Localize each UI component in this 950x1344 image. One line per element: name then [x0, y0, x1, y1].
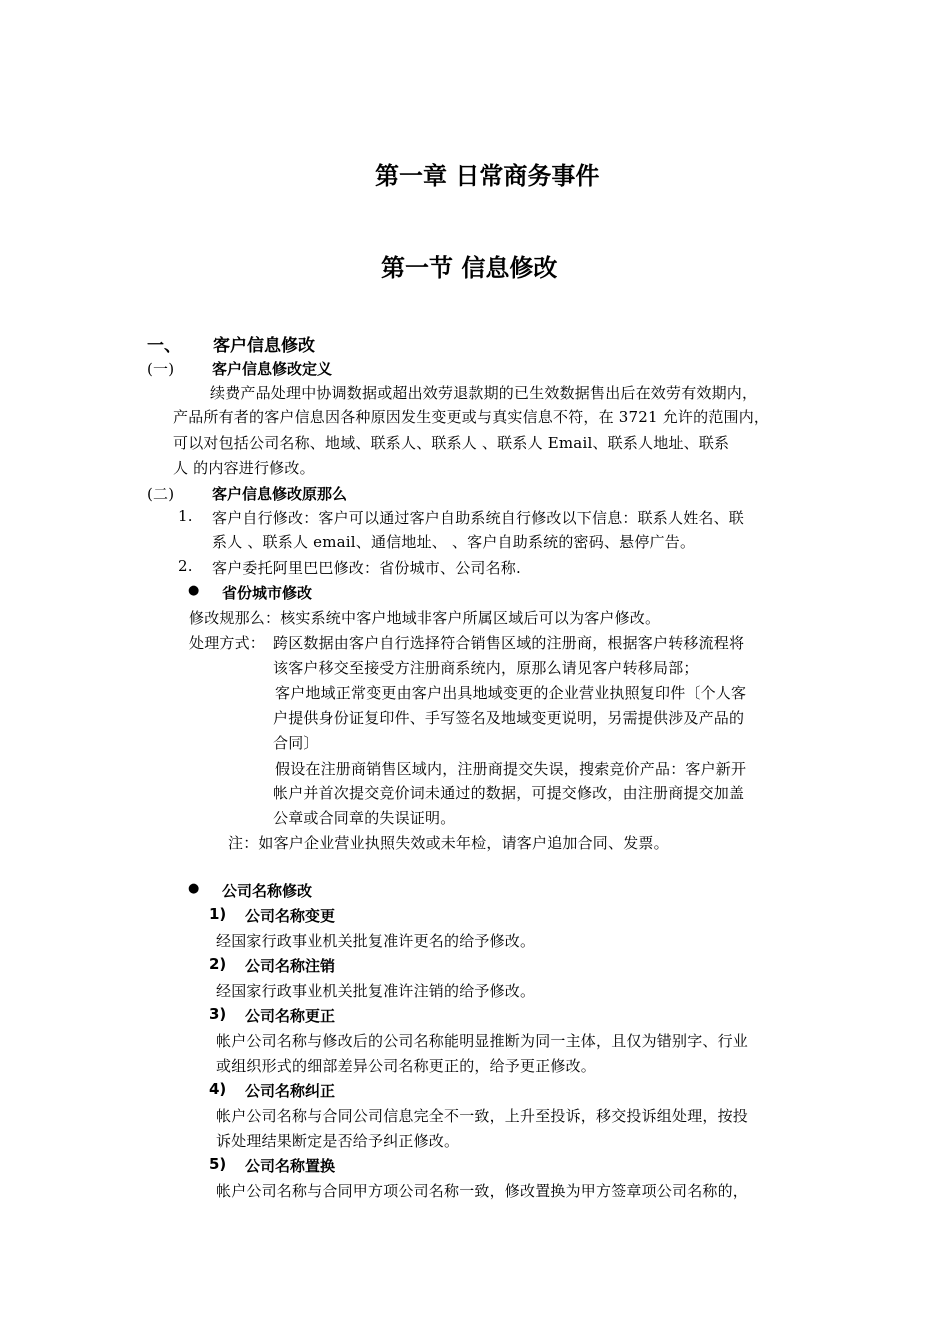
process-line: 合同〕	[273, 734, 319, 752]
item-number: 4)	[209, 1080, 227, 1098]
bullet-heading: 公司名称修改	[222, 882, 313, 900]
heading-1-number: 一、	[147, 336, 181, 356]
bullet-icon: ●	[188, 881, 200, 896]
process-line: 户提供身份证复印件、手写签名及地域变更说明，另需提供涉及产品的	[273, 709, 745, 727]
item-number: 5)	[209, 1155, 227, 1173]
process-line: 帐户并首次提交竞价词未通过的数据，可提交修改，由注册商提交加盖	[273, 784, 745, 802]
item-title: 公司名称置换	[245, 1157, 336, 1175]
item-title: 公司名称注销	[245, 957, 336, 975]
bullet-icon: ●	[188, 583, 200, 598]
heading-1-text: 客户信息修改	[213, 336, 315, 356]
item-title: 公司名称变更	[245, 907, 336, 925]
process-line: 假设在注册商销售区域内，注册商提交失误，搜索竞价产品：客户新开	[275, 760, 747, 778]
process-line: 跨区数据由客户自行选择符合销售区域的注册商，根据客户转移流程将	[273, 634, 745, 652]
bullet-heading: 省份城市修改	[222, 584, 313, 602]
subheading-2-number: (二)	[147, 485, 175, 503]
process-line: 该客户移交至接受方注册商系统内，原那么请见客户转移局部；	[273, 659, 699, 677]
process-label: 处理方式：	[189, 634, 266, 652]
list-item-number: 1.	[178, 507, 193, 525]
item-title: 公司名称更正	[245, 1007, 336, 1025]
item-number: 2)	[209, 955, 227, 973]
rule-line: 修改规那么：核实系统中客户地域非客户所属区域后可以为客户修改。	[189, 609, 661, 627]
note-line: 注：如客户企业营业执照失效或未年检，请客户追加合同、发票。	[228, 834, 669, 852]
list-item-line: 客户自行修改：客户可以通过客户自助系统自行修改以下信息：联系人姓名、联	[212, 509, 745, 527]
list-item-line: 系人 、联系人 email、通信地址、 、客户自助系统的密码、悬停广告。	[212, 533, 696, 551]
item-line: 帐户公司名称与合同甲方项公司名称一致，修改置换为甲方签章项公司名称的，	[216, 1182, 749, 1200]
item-number: 1)	[209, 905, 227, 923]
item-line: 或组织形式的细部差异公司名称更正的，给予更正修改。	[216, 1057, 597, 1075]
item-line: 帐户公司名称与合同公司信息完全不一致，上升至投诉，移交投诉组处理，按投	[216, 1107, 749, 1125]
chapter-title: 第一章 日常商务事件	[375, 162, 600, 190]
item-line: 经国家行政事业机关批复准许更名的给予修改。	[216, 932, 536, 950]
subheading-2-text: 客户信息修改原那么	[212, 485, 348, 503]
item-number: 3)	[209, 1005, 227, 1023]
process-line: 客户地域正常变更由客户出具地域变更的企业营业执照复印件〔个人客	[275, 684, 747, 702]
paragraph-line: 产品所有者的客户信息因各种原因发生变更或与真实信息不符，在 3721 允许的范围内，	[173, 408, 770, 426]
subheading-1-number: (一)	[147, 360, 175, 378]
list-item-number: 2.	[178, 557, 193, 575]
item-title: 公司名称纠正	[245, 1082, 336, 1100]
item-line: 诉处理结果断定是否给予纠正修改。	[216, 1132, 460, 1150]
paragraph-line: 可以对包括公司名称、地域、联系人、联系人 、联系人 Email、联系人地址、联系	[173, 434, 730, 452]
item-line: 帐户公司名称与修改后的公司名称能明显推断为同一主体，且仅为错别字、行业	[216, 1032, 749, 1050]
paragraph-line: 人 的内容进行修改。	[173, 459, 315, 477]
subheading-1-text: 客户信息修改定义	[212, 360, 333, 378]
process-line: 公章或合同章的失误证明。	[273, 809, 456, 827]
section-title: 第一节 信息修改	[381, 254, 558, 282]
item-line: 经国家行政事业机关批复准许注销的给予修改。	[216, 982, 536, 1000]
paragraph-line: 续费产品处理中协调数据或超出效劳退款期的已生效数据售出后在效劳有效期内，	[210, 384, 758, 402]
list-item-line: 客户委托阿里巴巴修改：省份城市、公司名称.	[212, 559, 521, 577]
